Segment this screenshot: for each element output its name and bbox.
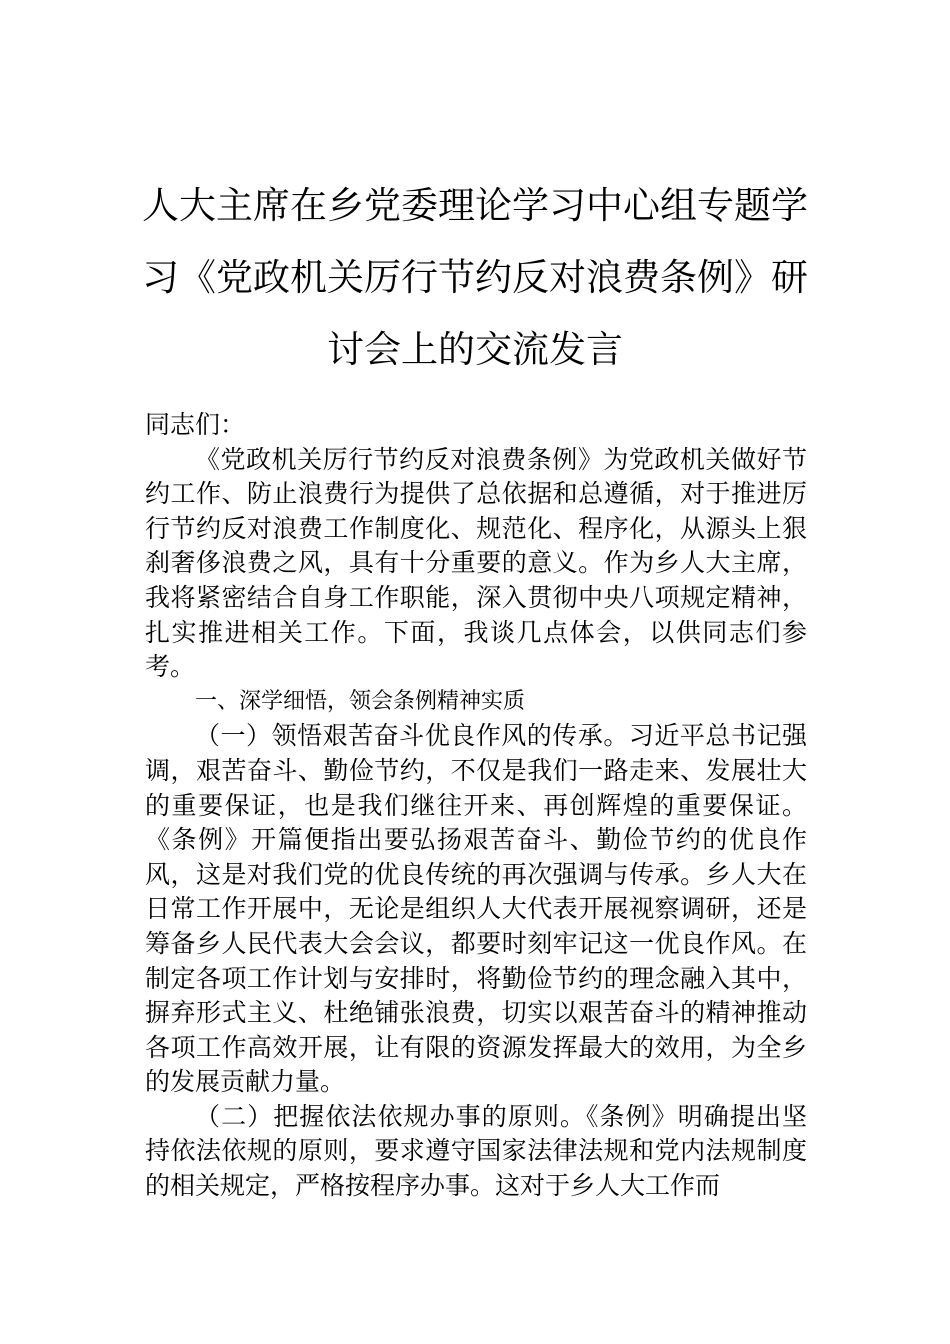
title-line-3: 讨会上的交流发言 bbox=[327, 328, 623, 371]
paragraph-subsection-2: （二）把握依法依规办事的原则。《条例》明确提出坚持依法依规的原则，要求遵守国家法律法规和党内法规制度的相关规定，严格按程序办事。这对于乡人大工作而 bbox=[145, 1101, 807, 1201]
document-title bbox=[140, 170, 810, 386]
salutation: 同志们： bbox=[145, 410, 246, 439]
document-body bbox=[145, 408, 807, 1204]
paragraph-intro: 《党政机关厉行节约反对浪费条例》为党政机关做好节约工作、防止浪费行为提供了总依据和总遵循，对于推进厉行节约反对浪费工作制度化、规范化、程序化，从源头上狠刹奢侈浪费之风，具有十分重要的意义。作为乡人大主席，我将紧密结合自身工作职能，深入贯彻中央八项规定精神，扎实推进相关工作。下面，我谈几点体会，以供同志们参考。 bbox=[145, 444, 807, 682]
title-line-1: 人大主席在乡党委理论学习中心组专题学 bbox=[142, 184, 808, 227]
paragraph-subsection-1: （一）领悟艰苦奋斗优良作风的传承。习近平总书记强调，艰苦奋斗、勤俭节约，不仅是我们一路走来、发展壮大的重要保证，也是我们继往开来、再创辉煌的重要保证。《条例》开篇便指出要弘扬艰苦奋斗、勤俭节约的优良作风，这是对我们党的优良传统的再次强调与传承。乡人大在日常工作开展中，无论是组织人大代表开展视察调研，还是筹备乡人民代表大会会议，都要时刻牢记这一优良作风。在制定各项工作计划与安排时，将勤俭节约的理念融入其中，摒弃形式主义、杜绝铺张浪费，切实以艰苦奋斗的精神推动各项工作高效开展，让有限的资源发挥最大的效用，为全乡的发展贡献力量。 bbox=[145, 721, 807, 1097]
section-heading-1: 一、深学细悟，领会条例精神实质 bbox=[195, 688, 526, 714]
title-line-2: 习《党政机关厉行节约反对浪费条例》研 bbox=[142, 256, 808, 299]
